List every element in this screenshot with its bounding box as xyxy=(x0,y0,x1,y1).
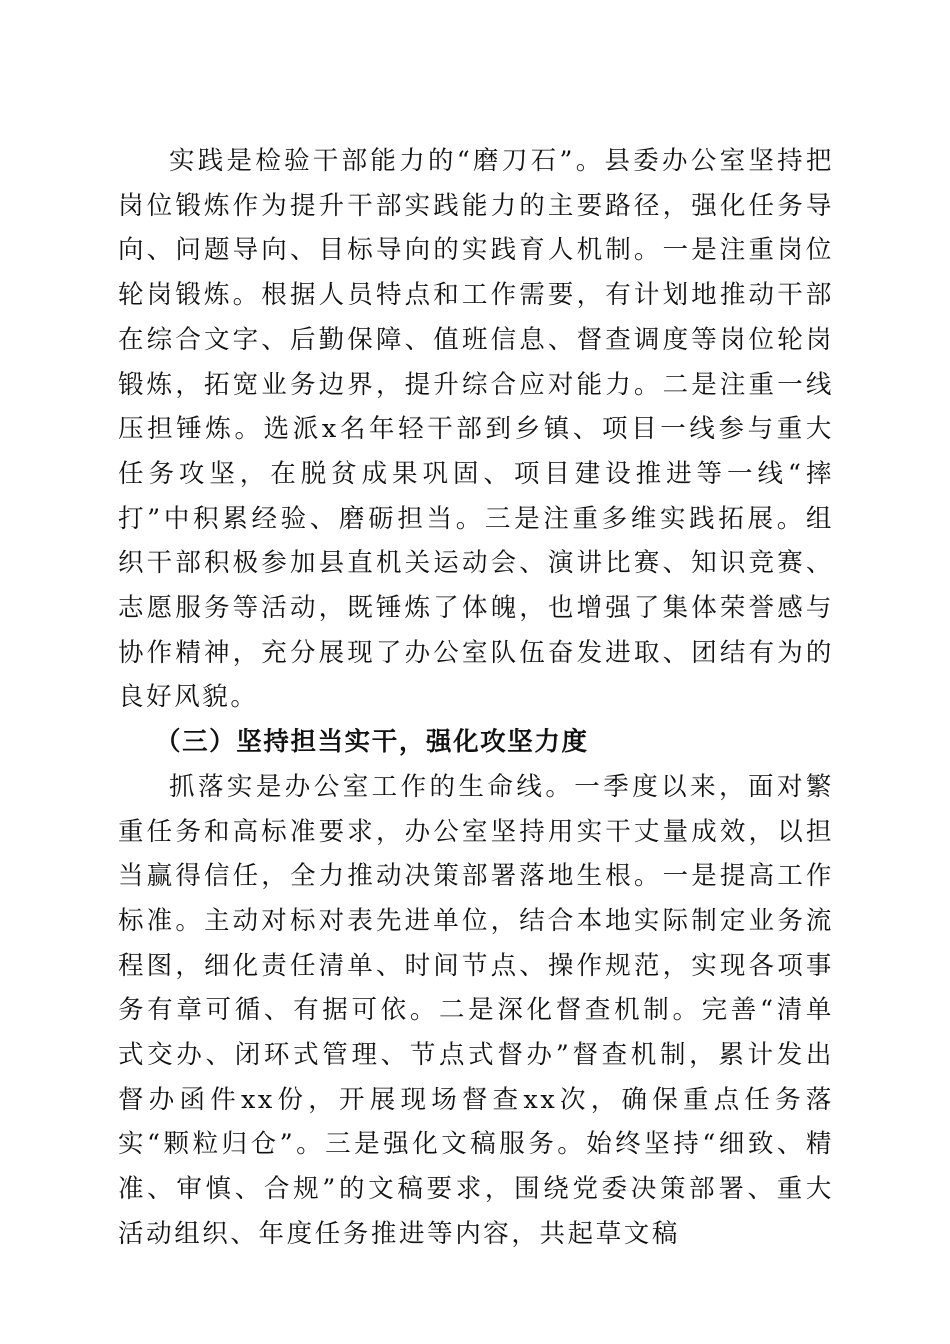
body-paragraph: 实践是检验干部能力的“磨刀石”。县委办公室坚持把岗位锻炼作为提升干部实践能力的主要路径，强化任务导向、问题导向、目标导向的实践育人机制。一是注重岗位轮岗锻炼。根据人员特点和工作需要，有计划地推动干部在综合文字、后勤保障、值班信息、督查调度等岗位轮岗锻炼，拓宽业务边界，提升综合应对能力。二是注重一线压担锤炼。选派x名年轻干部到乡镇、项目一线参与重大任务攻坚，在脱贫成果巩固、项目建设推进等一线“摔打”中积累经验、磨砺担当。三是注重多维实践拓展。组织干部积极参加县直机关运动会、演讲比赛、知识竞赛、志愿服务等活动，既锤炼了体魄，也增强了集体荣誉感与协作精神，充分展现了办公室队伍奋发进取、团结有为的良好风貌。 xyxy=(118,146,834,713)
body-paragraph: 抓落实是办公室工作的生命线。一季度以来，面对繁重任务和高标准要求，办公室坚持用实干丈量成效，以担当赢得信任，全力推动决策部署落地生根。一是提高工作标准。主动对标对表先进单位，结合本地实际制定业务流程图，细化责任清单、时间节点、操作规范，实现各项事务有章可循、有据可依。二是深化督查机制。完善“清单式交办、闭环式管理、节点式督办”督查机制，累计发出督办函件xx份，开展现场督查xx次，确保重点任务落实“颗粒归仓”。三是强化文稿服务。始终坚持“细致、精准、审慎、合规”的文稿要求，围绕党委决策部署、重大活动组织、年度任务推进等内容，共起草文稿 xyxy=(118,771,834,1249)
section-heading: （三）坚持担当实干，强化攻坚力度 xyxy=(154,727,589,758)
document-body xyxy=(118,139,834,1257)
